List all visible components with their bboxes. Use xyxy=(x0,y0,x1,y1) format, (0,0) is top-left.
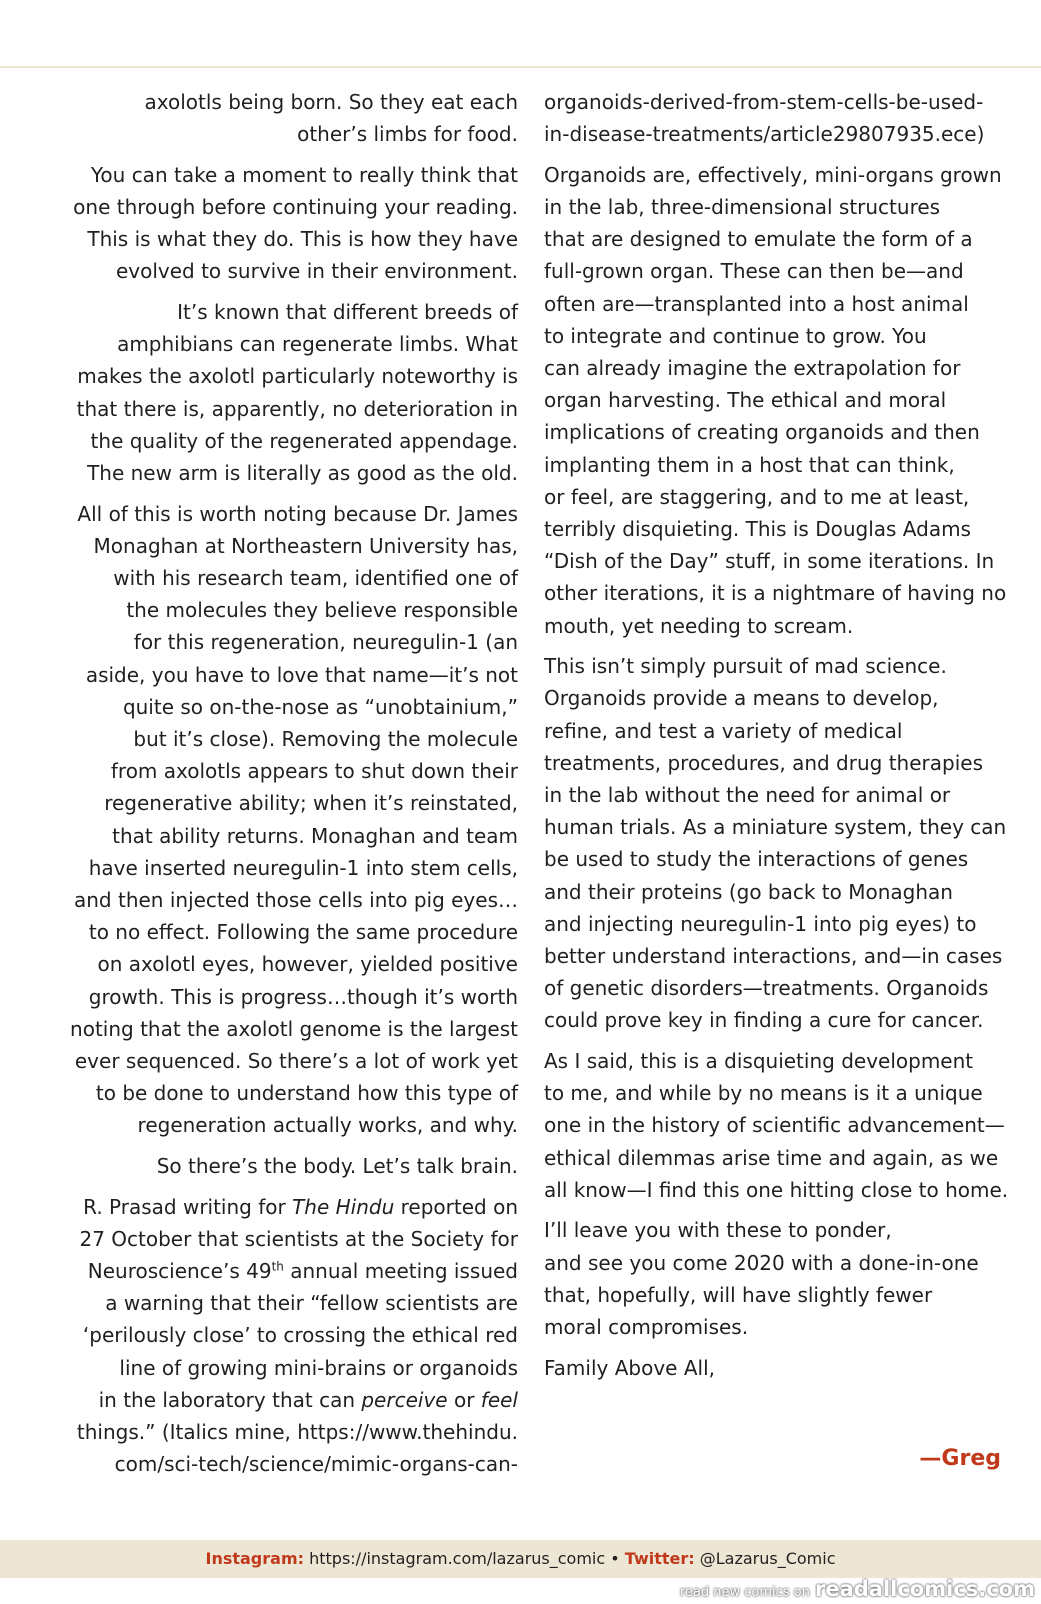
paragraph xyxy=(544,86,1006,150)
paragraph xyxy=(56,1150,518,1182)
text-line: Organoids are, effectively, mini-organs grown xyxy=(544,162,1002,187)
text-line: the quality of the regenerated appendage. xyxy=(90,428,518,453)
text-line: that, hopefully, will have slightly fewer xyxy=(544,1282,933,1307)
text-line: noting that the axolotl genome is the largest xyxy=(70,1016,518,1041)
text-line: and then injected those cells into pig eyes… xyxy=(74,888,518,913)
paragraph xyxy=(56,1191,518,1481)
text-line: So there’s the body. Let’s talk brain. xyxy=(156,1154,518,1179)
text-line: and see you come 2020 with a done-in-one xyxy=(544,1250,979,1275)
text-run: Neuroscience’s 49 xyxy=(87,1259,272,1284)
text-line: to no effect. Following the same procedure xyxy=(88,920,518,945)
text-line: that are designed to emulate the form of a xyxy=(544,227,973,252)
twitter-label: Twitter: xyxy=(624,1549,695,1568)
text-run: R. Prasad writing for xyxy=(83,1194,293,1219)
text-line: Organoids provide a means to develop, xyxy=(544,686,939,711)
text-run: annual meeting issued xyxy=(283,1259,518,1284)
text-line: ‘perilously close’ to crossing the ethical red xyxy=(82,1323,518,1348)
text-line: to me, and while by no means is it a unique xyxy=(544,1081,983,1106)
publication-title: The Hindu xyxy=(292,1194,395,1219)
text-line: that ability returns. Monaghan and team xyxy=(112,823,518,848)
separator-bullet: • xyxy=(610,1549,620,1568)
text-line: other iterations, it is a nightmare of having no xyxy=(544,581,1007,606)
twitter-link[interactable]: @Lazarus_Comic xyxy=(699,1549,836,1568)
text-line: evolved to survive in their environment. xyxy=(115,259,518,284)
instagram-link[interactable]: https://instagram.com/lazarus_comic xyxy=(309,1549,606,1568)
text-line: and injecting neuregulin-1 into pig eyes) to xyxy=(544,911,977,936)
text-line: mouth, yet needing to scream. xyxy=(544,613,854,638)
text-line: and their proteins (go back to Monaghan xyxy=(544,879,953,904)
text-line: or feel, are staggering, and to me at least, xyxy=(544,484,970,509)
text-line: Family Above All, xyxy=(544,1355,715,1380)
text-line: ever sequenced. So there’s a lot of work yet xyxy=(74,1049,518,1074)
text-line: human trials. As a miniature system, they can xyxy=(544,815,1007,840)
text-line: regenerative ability; when it’s reinstated, xyxy=(104,791,518,816)
text-line: to be done to understand how this type of xyxy=(95,1081,518,1106)
watermark-site: readallcomics.com xyxy=(814,1577,1035,1601)
paragraph xyxy=(544,650,1006,1036)
text-line: implications of creating organoids and then xyxy=(544,420,980,445)
text-line: organ harvesting. The ethical and moral xyxy=(544,388,947,413)
text-line: The new arm is literally as good as the old. xyxy=(87,461,518,486)
text-line: growth. This is progress…though it’s worth xyxy=(88,984,518,1009)
text-line: one through before continuing your reading. xyxy=(73,195,518,219)
text-line xyxy=(56,1384,518,1416)
italic-word: perceive xyxy=(361,1387,448,1412)
text-line: terribly disquieting. This is Douglas Adams xyxy=(544,517,971,542)
text-line: axolotls being born. So they eat each xyxy=(144,90,518,114)
site-watermark xyxy=(680,1578,1035,1600)
text-line: one in the history of scientific advancement— xyxy=(544,1113,1005,1138)
text-line: com/sci-tech/science/mimic-organs-can- xyxy=(114,1452,518,1477)
text-line: moral compromises. xyxy=(544,1315,749,1340)
text-line: in-disease-treatments/article29807935.ece) xyxy=(544,122,985,147)
signature: —Greg xyxy=(919,1446,1001,1471)
text-run: or xyxy=(447,1387,481,1412)
social-links xyxy=(0,1549,1041,1568)
text-line: treatments, procedures, and drug therapies xyxy=(544,750,983,775)
text-line: implanting them in a host that can think, xyxy=(544,452,955,477)
paragraph xyxy=(544,1352,1006,1384)
text-line: in the lab without the need for animal or xyxy=(544,783,951,808)
text-line: all know—I find this one hitting close to home. xyxy=(544,1177,1009,1202)
text-line: “Dish of the Day” stuff, in some iterations. In xyxy=(544,549,995,574)
text-line: organoids-derived-from-stem-cells-be-used- xyxy=(544,90,984,114)
text-line: makes the axolotl particularly noteworthy is xyxy=(77,364,518,389)
text-line: I’ll leave you with these to ponder, xyxy=(544,1218,892,1243)
text-run: reported on xyxy=(394,1194,518,1219)
text-line: a warning that their “fellow scientists are xyxy=(105,1291,518,1316)
text-line: It’s known that different breeds of xyxy=(177,300,518,324)
text-line: for this regeneration, neuregulin-1 (an xyxy=(133,630,518,655)
text-line: 27 October that scientists at the Society for xyxy=(79,1226,518,1251)
paragraph xyxy=(56,86,518,150)
paragraph xyxy=(56,498,518,1142)
text-line: This isn’t simply pursuit of mad science. xyxy=(544,654,947,679)
text-line: with his research team, identified one of xyxy=(113,566,518,591)
text-line: aside, you have to love that name—it’s not xyxy=(85,662,518,687)
text-line: but it’s close). Removing the molecule xyxy=(133,727,518,752)
text-line: regeneration actually works, and why. xyxy=(137,1113,518,1138)
text-line: All of this is worth noting because Dr. James xyxy=(77,501,518,526)
text-line: of genetic disorders—treatments. Organoids xyxy=(544,976,989,1001)
text-line: Monaghan at Northeastern University has, xyxy=(93,533,518,558)
text-line xyxy=(56,1255,518,1287)
text-line: that there is, apparently, no deterioration in xyxy=(76,396,518,421)
footer-bar xyxy=(0,1540,1041,1578)
left-column xyxy=(56,86,518,1489)
text-line: could prove key in finding a cure for cancer. xyxy=(544,1008,984,1033)
text-line: the molecules they believe responsible xyxy=(126,598,518,623)
text-line: As I said, this is a disquieting development xyxy=(544,1049,974,1074)
text-line: You can take a moment to really think that xyxy=(90,162,518,187)
text-line: refine, and test a variety of medical xyxy=(544,718,903,743)
text-line: This is what they do. This is how they have xyxy=(87,227,518,252)
watermark-prefix: read new comics on xyxy=(679,1585,810,1600)
text-line: amphibians can regenerate limbs. What xyxy=(117,332,518,357)
paragraph xyxy=(56,296,518,489)
text-line: have inserted neuregulin-1 into stem cells, xyxy=(88,855,518,880)
text-line: often are—transplanted into a host animal xyxy=(544,291,969,316)
text-line: on axolotl eyes, however, yielded positive xyxy=(97,952,518,977)
paragraph xyxy=(544,159,1006,642)
text-line: full-grown organ. These can then be—and xyxy=(544,259,964,284)
text-line: line of growing mini-brains or organoids xyxy=(119,1355,518,1380)
text-run: in the laboratory that can xyxy=(98,1387,362,1412)
text-line: quite so on-the-nose as “unobtainium,” xyxy=(122,694,518,719)
text-line: other’s limbs for food. xyxy=(297,122,518,147)
text-line: be used to study the interactions of genes xyxy=(544,847,969,872)
text-line: better understand interactions, and—in cases xyxy=(544,944,1003,969)
paragraph xyxy=(544,1214,1006,1343)
text-line: from axolotls appears to shut down their xyxy=(110,759,518,784)
text-line xyxy=(56,1191,518,1223)
instagram-label: Instagram: xyxy=(205,1549,305,1568)
text-line: to integrate and continue to grow. You xyxy=(544,323,927,348)
text-line: in the lab, three-dimensional structures xyxy=(544,195,941,219)
text-line: ethical dilemmas arise time and again, as we xyxy=(544,1145,999,1170)
top-divider xyxy=(0,66,1041,68)
paragraph xyxy=(56,159,518,288)
italic-word: feel xyxy=(480,1387,518,1412)
right-column xyxy=(544,86,1009,1392)
ordinal-superscript: th xyxy=(271,1259,284,1274)
text-line: can already imagine the extrapolation for xyxy=(544,356,961,381)
text-line: things.” (Italics mine, https://www.thehindu. xyxy=(76,1420,518,1445)
paragraph xyxy=(544,1045,1009,1206)
